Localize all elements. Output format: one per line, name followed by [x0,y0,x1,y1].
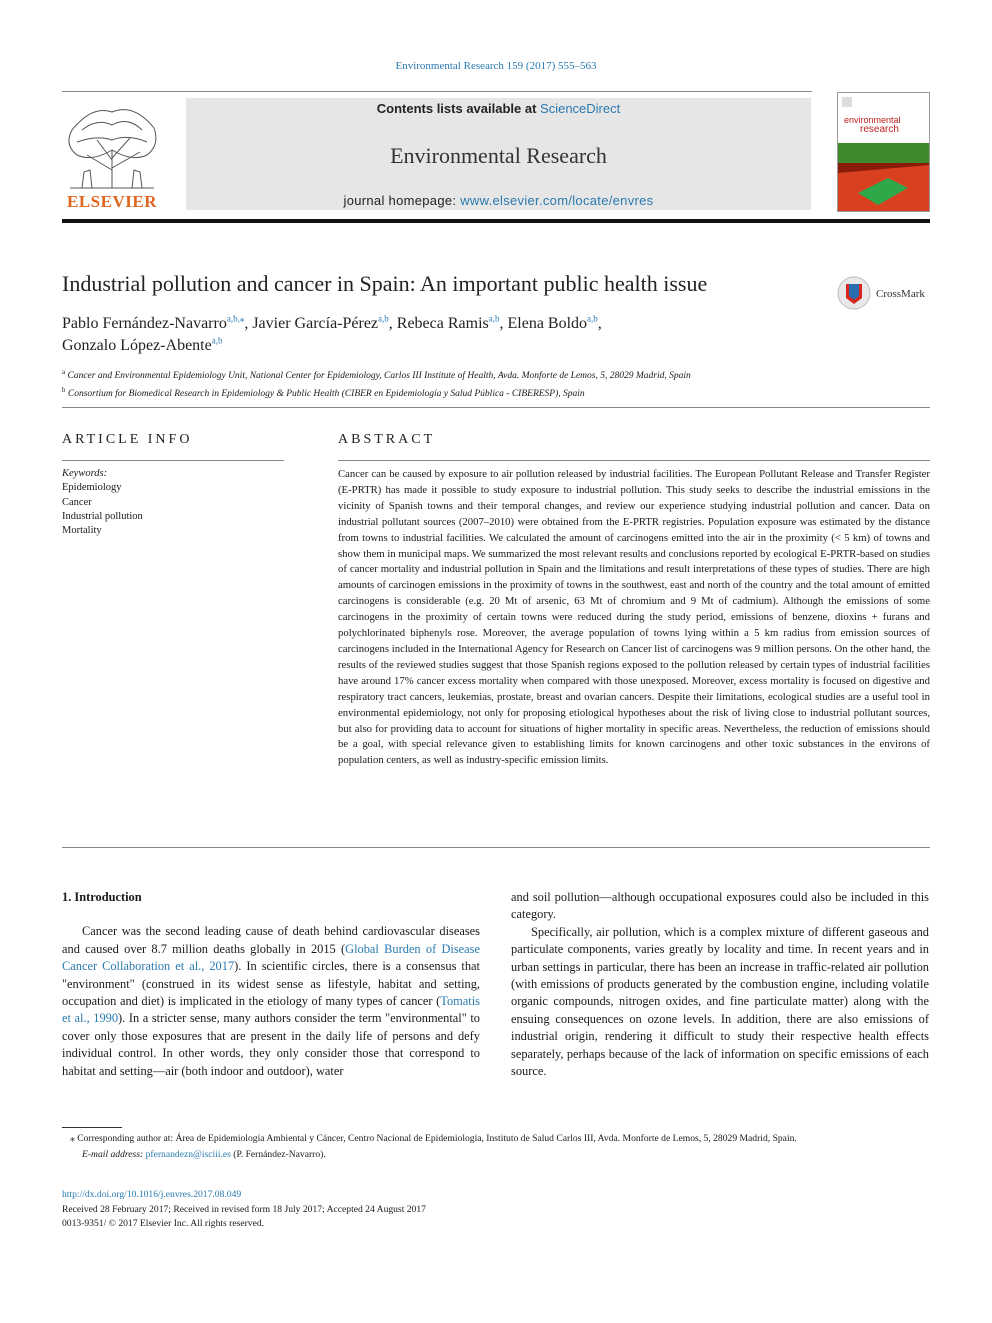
author-affiliation-marks[interactable]: a,b [587,313,598,324]
affiliation-mark: a [62,368,66,376]
copyright-line: 0013-9351/ © 2017 Elsevier Inc. All rights reserved. [62,1218,265,1229]
article-title: Industrial pollution and cancer in Spain: An important public health issue [62,271,708,296]
homepage-link[interactable]: www.elsevier.com/locate/envres [460,193,654,208]
author-separator: , [499,315,508,332]
journal-cover-thumbnail[interactable] [837,92,930,212]
abstract-heading: ABSTRACT [338,432,436,447]
cover-title-line1: environmental [844,115,901,125]
author-affiliation-marks[interactable]: a,b [211,335,223,346]
keyword-item: Epidemiology [62,482,122,494]
article-metadata [62,1188,930,1232]
affiliations [62,365,922,401]
corresponding-author-footnote [62,1132,930,1162]
cover-title-line2: research [860,124,899,135]
abstract-divider [62,847,930,848]
author-name[interactable]: Javier García-Pérez [252,315,379,332]
author-list [62,313,862,357]
abstract-rule [338,460,930,461]
doi-link[interactable]: http://dx.doi.org/10.1016/j.envres.2017.08.049 [62,1189,242,1200]
reference-link[interactable]: Global Burden of Disease Cancer Collaboration et al., 2017 [62,941,480,974]
elsevier-wordmark: ELSEVIER [67,192,157,211]
homepage-prefix: journal homepage: [343,193,461,208]
article-history: Received 28 February 2017; Received in revised form 18 July 2017; Accepted 24 August 2017 [62,1203,426,1215]
journal-title: Environmental Research [390,143,607,168]
keyword-item: Cancer [62,496,92,508]
email-label: E-mail address: [82,1149,146,1160]
author-separator: , [597,315,602,332]
header-divider [62,407,930,408]
affiliation-text: Cancer and Environmental Epidemiology Unit, National Center for Epidemiology, Carlos III Institute of Health, Avda. Monforte de Lemos, 5, 28029 Madrid, Spain [67,371,691,382]
sciencedirect-link[interactable]: ScienceDirect [540,101,621,116]
author-name[interactable]: Rebeca Ramis [396,315,489,332]
keywords-block [62,467,284,538]
paragraph-text: ). In scientific circles, there is a consensus that "environment" (construed in its widest sense as lifestyle, habitat and setting, occupation and diet) is implicated in the etiology of many types of cancer ( [62,959,480,1009]
author-affiliation-marks[interactable]: a,b [378,313,389,324]
body-paragraph: Specifically, air pollution, which is a complex mixture of different gaseous and particulate components, varies greatly by locality and time. In recent years and in urban settings in particular, there has been an increase in traffic-related air pollution (with emissions of products generated by the combustion engine, including volatile organic compounds, nitrogen oxides, and fine particulate matter) along with the ensuing consequences on ozone levels. In addition, there are also emissions of industrial origin, rendering it difficult to study their respective health effects separately, perhaps because of the lack of information on specific emissions of each source. [511,924,929,1079]
paragraph-text: ). In a stricter sense, many authors consider the term "environmental" to cover only those exposures that are present in the daily life of persons and defy individual control. In other words, they only consider those that correspond to habitat and setting—air (both indoor and outdoor), water [62,1011,480,1078]
contents-prefix: Contents lists available at [376,101,541,116]
body-paragraph [62,923,480,1080]
author-separator: , [244,315,253,332]
article-info-heading: ARTICLE INFO [62,432,193,447]
masthead-bottom-rule [62,219,930,223]
keyword-item: Industrial pollution [62,510,143,522]
email-suffix: (P. Fernández-Navarro). [230,1149,326,1160]
affiliation-item [62,383,922,401]
footnote-rule [62,1127,122,1128]
paragraph-text: Cancer was the second leading cause of death behind cardiovascular diseases and caused over 8.7 million deaths globally in 2015 ( [62,924,480,956]
email-link[interactable]: pfernandezn@isciii.es [145,1149,231,1160]
crossmark-icon[interactable] [837,276,871,310]
affiliation-mark: b [62,386,66,395]
author-affiliation-marks[interactable]: a,b [488,313,500,324]
author-affiliation-marks[interactable]: a,b,⁎ [226,313,245,324]
contents-availability [186,101,811,116]
author-name[interactable]: Elena Boldo [507,315,588,332]
affiliation-item [62,365,922,383]
body-right-column [511,889,929,1080]
masthead-top-rule [62,91,812,92]
email-line [62,1148,930,1162]
corresponding-author-text: ⁎ Corresponding author at: Área de Epidemiología Ambiental y Cáncer, Centro Nacional de Epidemiología, Instituto de Salud Carlos III, Avda. Monforte de Lemos, 5, 28029 Madrid, Spain. [70,1133,797,1144]
author-name[interactable]: Pablo Fernández-Navarro [62,315,227,332]
section-heading-introduction: 1. Introduction [62,890,142,904]
journal-homepage [186,193,811,208]
body-left-column [62,889,480,1080]
article-info-rule [62,460,284,461]
keyword-item: Mortality [62,525,102,537]
abstract-text: Cancer can be caused by exposure to air pollution released by industrial facilities. The European Pollutant Release and Transfer Register (E-PRTR) has made it possible to study exposure to industrial pollution. This study seeks to describe the industrial emissions in the vicinity of Spanish towns and their temporal changes, and review our experience studying industrial pollution and cancer. Data on industrial pollutant sources (2007–2010) were obtained from the E-PRTR registries. Population exposure was estimated by the distance from towns to industrial facilities. We calculated the amount of carcinogens emitted into the air in the proximity (< 5 km) of towns and show them in municipal maps. We summarized the most relevant results and conclusions reported by ecological E-PRTR-based on studies of cancer mortality and industrial pollution in Spain and the limitations and result interpretations of these types of studies. There are high amounts of carcinogen emissions in the proximity of towns in the southwest, east and north of the country and the total amount of emitted carcinogens is considerable (e.g. 20 Mt of arsenic, 63 Mt of chromium and 9 Mt of cadmium). Although the emissions of some carcinogens in the proximity of certain towns were reduced during the study period, emissions of benzene, dioxins + furans and polychlorinated biphenyls rose. Moreover, the average population of towns lying within a 5 km radius from emission sources of carcinogens included in the International Agency for Research on Cancer list of carcinogens was 9 million persons. On the other hand, the results of the reviewed studies suggest that those Spanish regions exposed to the pollution released by certain types of industrial facilities have around 17% cancer excess mortality when compared with those unexposed. Moreover, excess mortality is focused on digestive and respiratory tract cancers, leukemias, prostate, breast and ovarian cancers. Despite their limitations, ecological studies are a useful tool in environmental epidemiology, not only for proposing etiological hypotheses about the risk of living close to industrial pollutant sources, but also for providing data to account for situations of higher mortality in specific areas. Nevertheless, the reduction of emissions should be a goal, with special relevance given to establishing limits for known carcinogens and other toxic substances in the environs of population centers, as well as industry-specific emission limits. [338,468,930,767]
journal-citation[interactable]: Environmental Research 159 (2017) 555–563 [395,60,597,72]
affiliation-text: Consortium for Biomedical Research in Epidemiology & Public Health (CIBER en Epidemiología y Salud Pública - CIBERESP), Spain [67,389,585,400]
reference-link[interactable]: Tomatis et al., 1990 [62,994,480,1026]
author-name[interactable]: Gonzalo López-Abente [62,337,212,354]
body-paragraph: and soil pollution—although occupational exposures could also be included in this category. [511,890,929,922]
keywords-label: Keywords: [62,468,108,479]
crossmark-label[interactable]: CrossMark [876,288,925,300]
author-separator: , [388,315,397,332]
